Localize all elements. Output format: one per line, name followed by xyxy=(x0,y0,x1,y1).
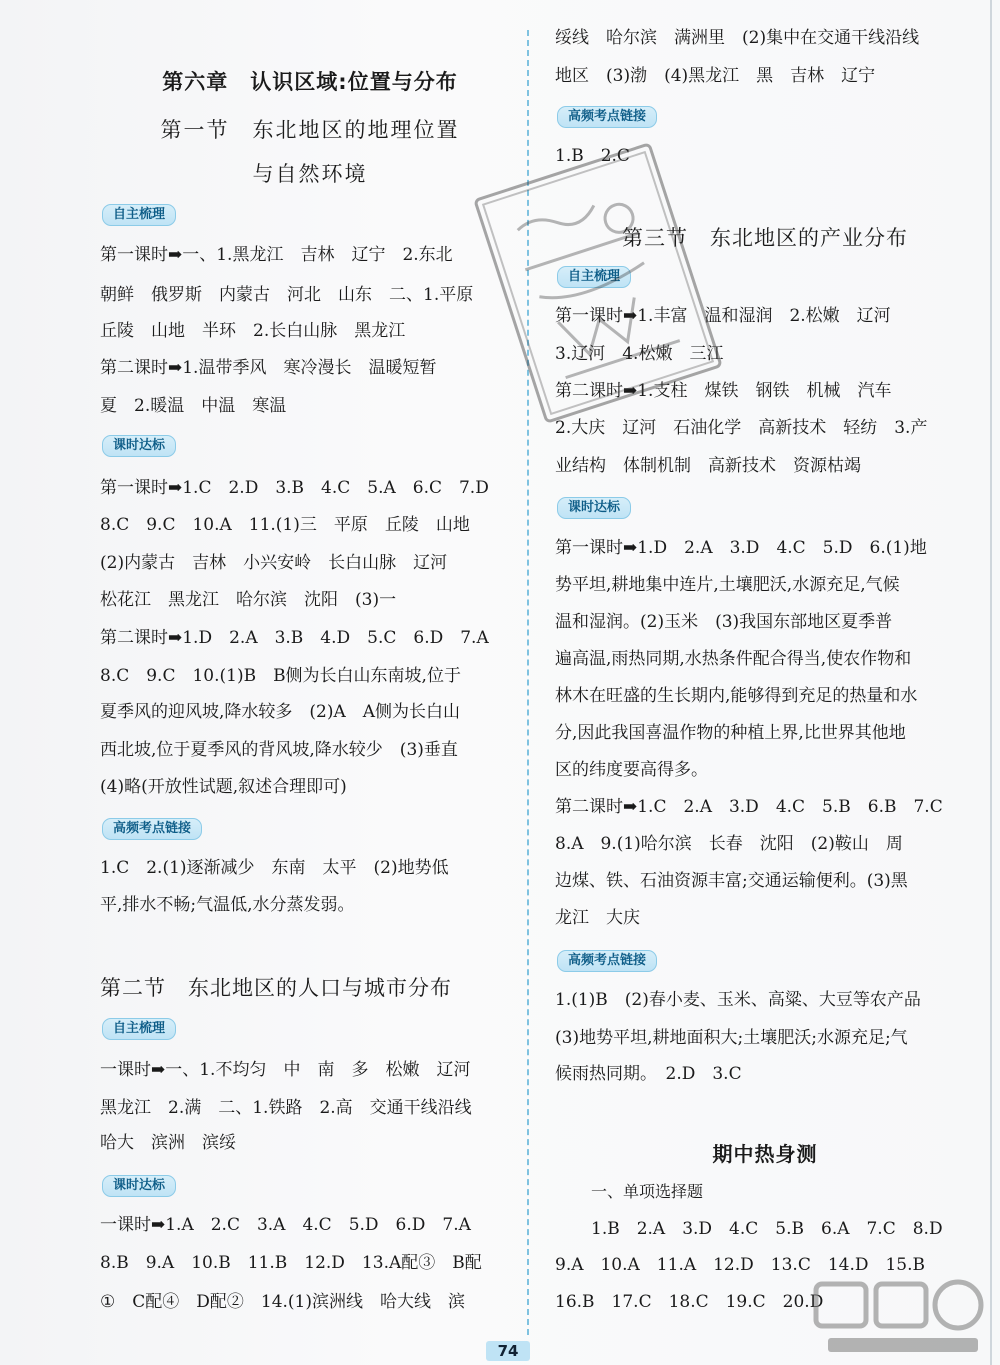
text-line: 候雨热同期。 2.D 3.C xyxy=(555,1064,742,1084)
chapter-title: 第六章 认识区域:位置与分布 xyxy=(162,70,458,94)
text-line: 黑龙江 2.满 二、1.铁路 2.高 交通干线沿线 xyxy=(100,1098,472,1118)
tag-gaopin-kaodian: 高频考点链接 xyxy=(557,106,657,128)
text-line: 3.辽河 4.松嫩 三江 xyxy=(555,344,724,364)
text-line: 第二课时➡1.D 2.A 3.B 4.D 5.C 6.D 7.A xyxy=(100,628,489,648)
text-line: (4)略(开放性试题,叙述合理即可) xyxy=(100,777,347,797)
midterm-subtitle: 一、单项选择题 xyxy=(591,1182,704,1201)
tag-gaopin-kaodian: 高频考点链接 xyxy=(102,818,202,840)
text-line: 一课时➡1.A 2.C 3.A 4.C 5.D 6.D 7.A xyxy=(100,1215,471,1235)
page-edge xyxy=(990,0,992,1365)
text-line: 夏季风的迎风坡,降水较多 (2)A A侧为长白山 xyxy=(100,702,461,722)
text-line: 第一课时➡一、1.黑龙江 吉林 辽宁 2.东北 xyxy=(100,245,453,265)
text-line: 第二课时➡1.温带季风 寒冷漫长 温暖短暂 xyxy=(100,358,437,378)
tag-keshi-dabiao: 课时达标 xyxy=(102,435,176,457)
text-line: 第二课时➡1.支柱 煤铁 钢铁 机械 汽车 xyxy=(555,381,892,401)
watermark-icon xyxy=(808,1278,998,1358)
text-line: 区的纬度要高得多。 xyxy=(555,760,708,780)
text-line: (2)内蒙古 吉林 小兴安岭 长白山脉 辽河 xyxy=(100,553,448,573)
text-line: 第一课时➡1.丰富 温和湿润 2.松嫩 辽河 xyxy=(555,306,891,326)
text-line: 分,因此我国喜温作物的种植上界,比世界其他地 xyxy=(555,723,906,743)
text-line: 业结构 体制机制 高新技术 资源枯竭 xyxy=(555,456,861,476)
tag-zizhu-shuli: 自主梳理 xyxy=(102,1018,176,1040)
tag-zizhu-shuli: 自主梳理 xyxy=(102,204,176,226)
tag-keshi-dabiao: 课时达标 xyxy=(557,497,631,519)
section1-title-line1: 第一节 东北地区的地理位置 xyxy=(160,118,460,142)
text-line: 夏 2.暖温 中温 寒温 xyxy=(100,396,287,416)
section2-title: 第二节 东北地区的人口与城市分布 xyxy=(100,976,452,1000)
text-line: 1.(1)B (2)春小麦、玉米、高粱、大豆等农产品 xyxy=(555,990,921,1010)
text-line: 遍高温,雨热同期,水热条件配合得当,使农作物和 xyxy=(555,649,912,669)
stamp-texture xyxy=(477,146,719,420)
tag-zizhu-shuli: 自主梳理 xyxy=(557,266,631,288)
text-line: 9.A 10.A 11.A 12.D 13.C 14.D 15.B xyxy=(555,1255,926,1275)
text-line: 第一课时➡1.D 2.A 3.D 4.C 5.D 6.(1)地 xyxy=(555,538,927,558)
text-line: 西北坡,位于夏季风的背风坡,降水较少 (3)垂直 xyxy=(100,740,458,760)
text-line: 1.C 2.(1)逐渐减少 东南 太平 (2)地势低 xyxy=(100,858,449,878)
text-line: 地区 (3)渤 (4)黑龙江 黑 吉林 辽宁 xyxy=(555,66,876,86)
text-line: (3)地势平坦,耕地面积大;土壤肥沃;水源充足;气 xyxy=(555,1028,908,1048)
text-line: 8.C 9.C 10.A 11.(1)三 平原 丘陵 山地 xyxy=(100,515,470,535)
text-line: 1.B 2.A 3.D 4.C 5.B 6.A 7.C 8.D xyxy=(591,1219,943,1239)
text-line: 龙江 大庆 xyxy=(555,908,640,928)
text-line: 平,排水不畅;气温低,水分蒸发弱。 xyxy=(100,895,355,915)
midterm-title: 期中热身测 xyxy=(712,1142,818,1166)
text-line: 林木在旺盛的生长期内,能够得到充足的热量和水 xyxy=(555,686,918,706)
tag-keshi-dabiao: 课时达标 xyxy=(102,1175,176,1197)
text-line: 第二课时➡1.C 2.A 3.D 4.C 5.B 6.B 7.C xyxy=(555,797,943,817)
watermark-logo xyxy=(808,1278,998,1358)
text-line: 1.B 2.C xyxy=(555,146,630,166)
text-line: 2.大庆 辽河 石油化学 高新技术 轻纺 3.产 xyxy=(555,418,928,438)
text-line: 朝鲜 俄罗斯 内蒙古 河北 山东 二、1.平原 xyxy=(100,285,474,305)
text-line: 16.B 17.C 18.C 19.C 20.D xyxy=(555,1292,824,1312)
text-line: 8.C 9.C 10.(1)B B侧为长白山东南坡,位于 xyxy=(100,666,461,686)
text-line: 一课时➡一、1.不均匀 中 南 多 松嫩 辽河 xyxy=(100,1060,471,1080)
text-line: 边煤、铁、石油资源丰富;交通运输便利。(3)黑 xyxy=(555,871,908,891)
text-line: 丘陵 山地 半环 2.长白山脉 黑龙江 xyxy=(100,321,406,341)
text-line: 绥线 哈尔滨 满洲里 (2)集中在交通干线沿线 xyxy=(555,28,920,48)
text-line: 势平坦,耕地集中连片,土壤肥沃,水源充足,气候 xyxy=(555,575,900,595)
text-line: 哈大 滨洲 滨绥 xyxy=(100,1133,236,1153)
text-line: 第一课时➡1.C 2.D 3.B 4.C 5.A 6.C 7.D xyxy=(100,478,489,498)
text-line: 温和湿润。(2)玉米 (3)我国东部地区夏季普 xyxy=(555,612,893,632)
tag-gaopin-kaodian: 高频考点链接 xyxy=(557,950,657,972)
text-line: 8.B 9.A 10.B 11.B 12.D 13.A配③ B配 xyxy=(100,1253,482,1273)
page-number: 74 xyxy=(486,1341,530,1361)
text-line: ① C配④ D配② 14.(1)滨洲线 哈大线 滨 xyxy=(100,1292,465,1312)
text-line: 8.A 9.(1)哈尔滨 长春 沈阳 (2)鞍山 周 xyxy=(555,834,903,854)
section1-title-line2: 与自然环境 xyxy=(252,162,368,186)
text-line: 松花江 黑龙江 哈尔滨 沈阳 (3)一 xyxy=(100,590,397,610)
section3-title: 第三节 东北地区的产业分布 xyxy=(622,226,908,250)
